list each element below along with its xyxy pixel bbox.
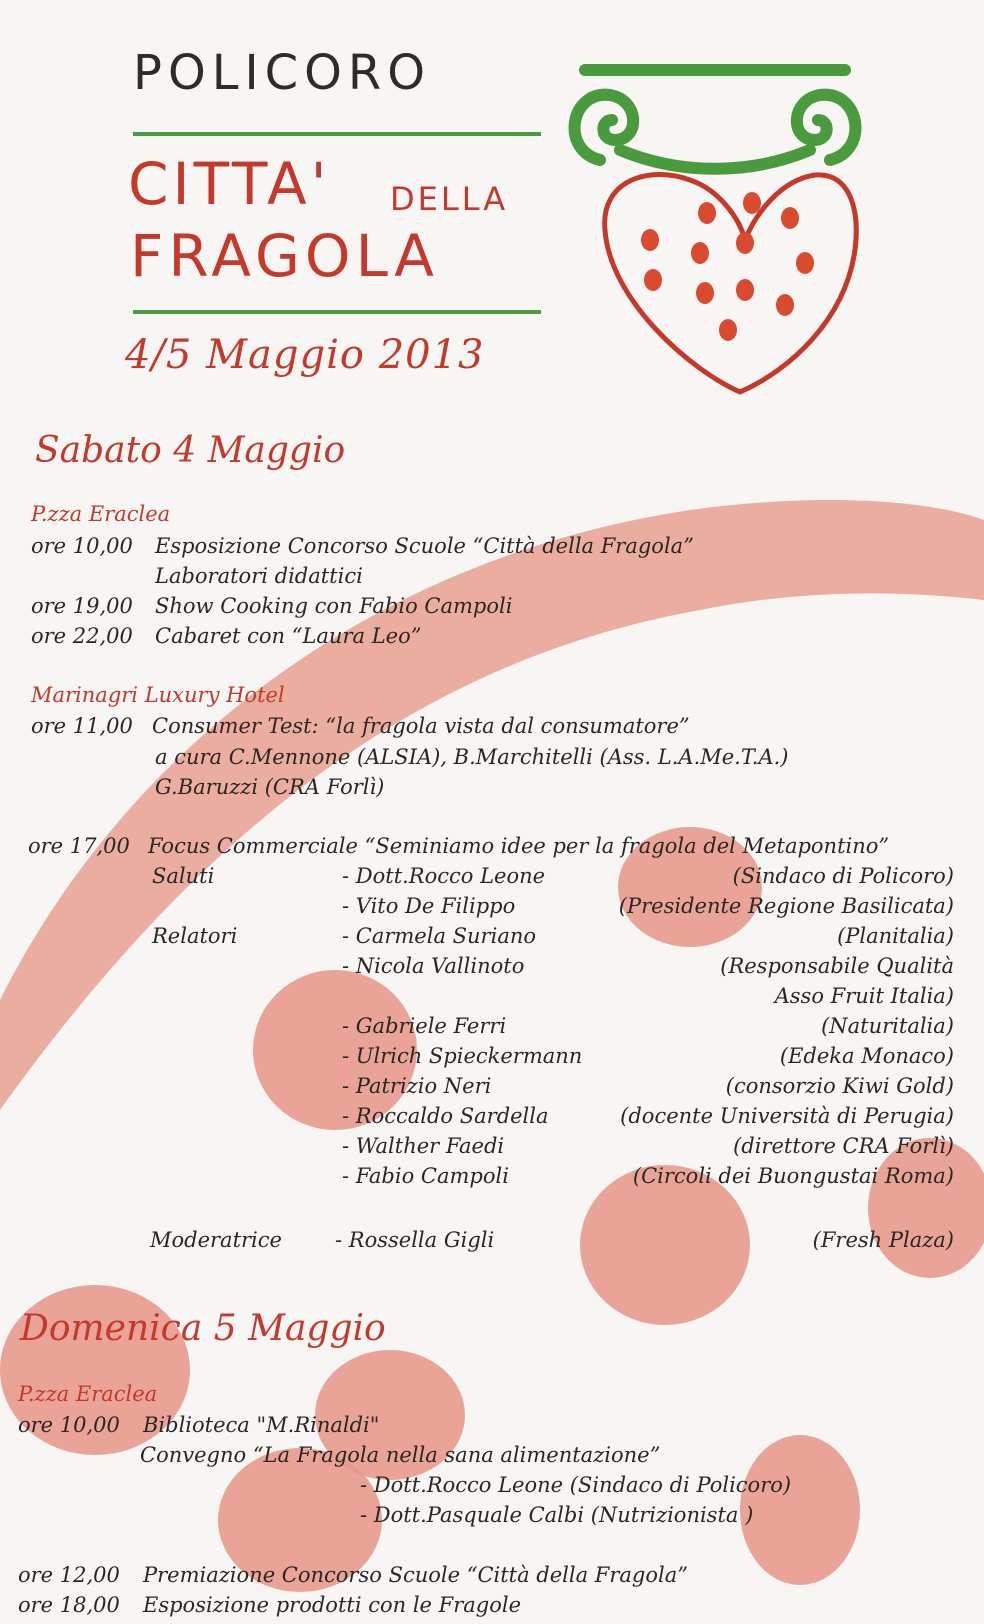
time-label: ore 12,00 xyxy=(18,1563,120,1587)
event-text: Cabaret con “Laura Leo” xyxy=(155,624,422,648)
time-label: ore 10,00 xyxy=(18,1413,120,1437)
speaker-name: - Vito De Filippo xyxy=(342,894,516,918)
speaker-role: (Edeka Monaco) xyxy=(779,1044,954,1068)
pink-dot xyxy=(580,1165,750,1325)
speaker-role: Asso Fruit Italia) xyxy=(774,984,954,1008)
speaker-role: (docente Università di Perugia) xyxy=(620,1104,954,1128)
speaker-name: - Carmela Suriano xyxy=(342,924,537,948)
event-text: Laboratori didattici xyxy=(155,564,363,588)
event-text: Esposizione prodotti con le Fragole xyxy=(143,1593,521,1617)
speaker-name: - Roccaldo Sardella xyxy=(342,1104,549,1128)
speaker-role: (Presidente Regione Basilicata) xyxy=(618,894,954,918)
moderatrice-label: Moderatrice xyxy=(150,1228,282,1252)
pink-dot xyxy=(868,1138,984,1278)
event-text: Premiazione Concorso Scuole “Città della Fragola” xyxy=(143,1563,688,1587)
moderatrice-role: (Fresh Plaza) xyxy=(812,1228,954,1252)
saluti-label: Saluti xyxy=(152,864,215,888)
saturday-heading: Sabato 4 Maggio xyxy=(35,430,346,471)
event-text: Esposizione Concorso Scuole “Città della Fragola” xyxy=(155,534,694,558)
event-dates: 4/5 Maggio 2013 xyxy=(125,332,485,378)
title-citta: CITTA' xyxy=(128,150,331,218)
ionic-capital-icon xyxy=(575,70,856,169)
relatori-label: Relatori xyxy=(152,924,238,948)
green-rule-bottom xyxy=(133,310,541,314)
speaker-role: (consorzio Kiwi Gold) xyxy=(725,1074,954,1098)
city-name: POLICORO xyxy=(133,45,432,101)
speaker-name: - Dott.Rocco Leone xyxy=(342,864,546,888)
speaker-name: - Patrizio Neri xyxy=(342,1074,492,1098)
title-della: DELLA xyxy=(390,180,509,218)
sunday-heading: Domenica 5 Maggio xyxy=(20,1308,386,1349)
title-fragola: FRAGOLA xyxy=(130,222,439,290)
event-text: - Dott.Rocco Leone (Sindaco di Policoro) xyxy=(360,1473,792,1497)
event-text: a cura C.Mennone (ALSIA), B.Marchitelli (Ass. L.A.Me.T.A.) xyxy=(155,745,789,769)
strawberry-heart-icon xyxy=(605,174,857,392)
green-rule-top xyxy=(133,132,541,136)
time-label: ore 22,00 xyxy=(31,624,133,648)
event-text: G.Baruzzi (CRA Forlì) xyxy=(155,775,385,799)
saturday-venue-2: Marinagri Luxury Hotel xyxy=(31,683,285,707)
event-text: Biblioteca "M.Rinaldi" xyxy=(143,1413,380,1437)
time-label: ore 17,00 xyxy=(28,834,130,858)
sunday-venue-1: P.zza Eraclea xyxy=(18,1382,158,1406)
speaker-role: (Sindaco di Policoro) xyxy=(732,864,954,888)
event-text: - Dott.Pasquale Calbi (Nutrizionista ) xyxy=(360,1503,754,1527)
moderatrice-name: - Rossella Gigli xyxy=(335,1228,495,1252)
time-label: ore 19,00 xyxy=(31,594,133,618)
saturday-venue-1: P.zza Eraclea xyxy=(31,502,171,526)
speaker-role: (direttore CRA Forlì) xyxy=(733,1134,954,1158)
speaker-name: - Gabriele Ferri xyxy=(342,1014,507,1038)
speaker-role: (Circoli dei Buongustai Roma) xyxy=(632,1164,954,1188)
event-text: Consumer Test: “la fragola vista dal consumatore” xyxy=(152,714,690,738)
speaker-name: - Fabio Campoli xyxy=(342,1164,509,1188)
speaker-role: (Planitalia) xyxy=(837,924,954,948)
event-text: Convegno “La Fragola nella sana alimentazione” xyxy=(140,1443,661,1467)
time-label: ore 11,00 xyxy=(31,714,133,738)
time-label: ore 10,00 xyxy=(31,534,133,558)
speaker-name: - Nicola Vallinoto xyxy=(342,954,525,978)
time-label: ore 18,00 xyxy=(18,1593,120,1617)
speaker-name: - Walther Faedi xyxy=(342,1134,505,1158)
event-text: Show Cooking con Fabio Campoli xyxy=(155,594,513,618)
speaker-role: (Responsabile Qualità xyxy=(720,954,954,978)
event-text: Focus Commerciale “Seminiamo idee per la fragola del Metapontino” xyxy=(148,834,890,858)
speaker-name: - Ulrich Spieckermann xyxy=(342,1044,583,1068)
pink-dot xyxy=(740,1435,860,1585)
speaker-role: (Naturitalia) xyxy=(821,1014,954,1038)
